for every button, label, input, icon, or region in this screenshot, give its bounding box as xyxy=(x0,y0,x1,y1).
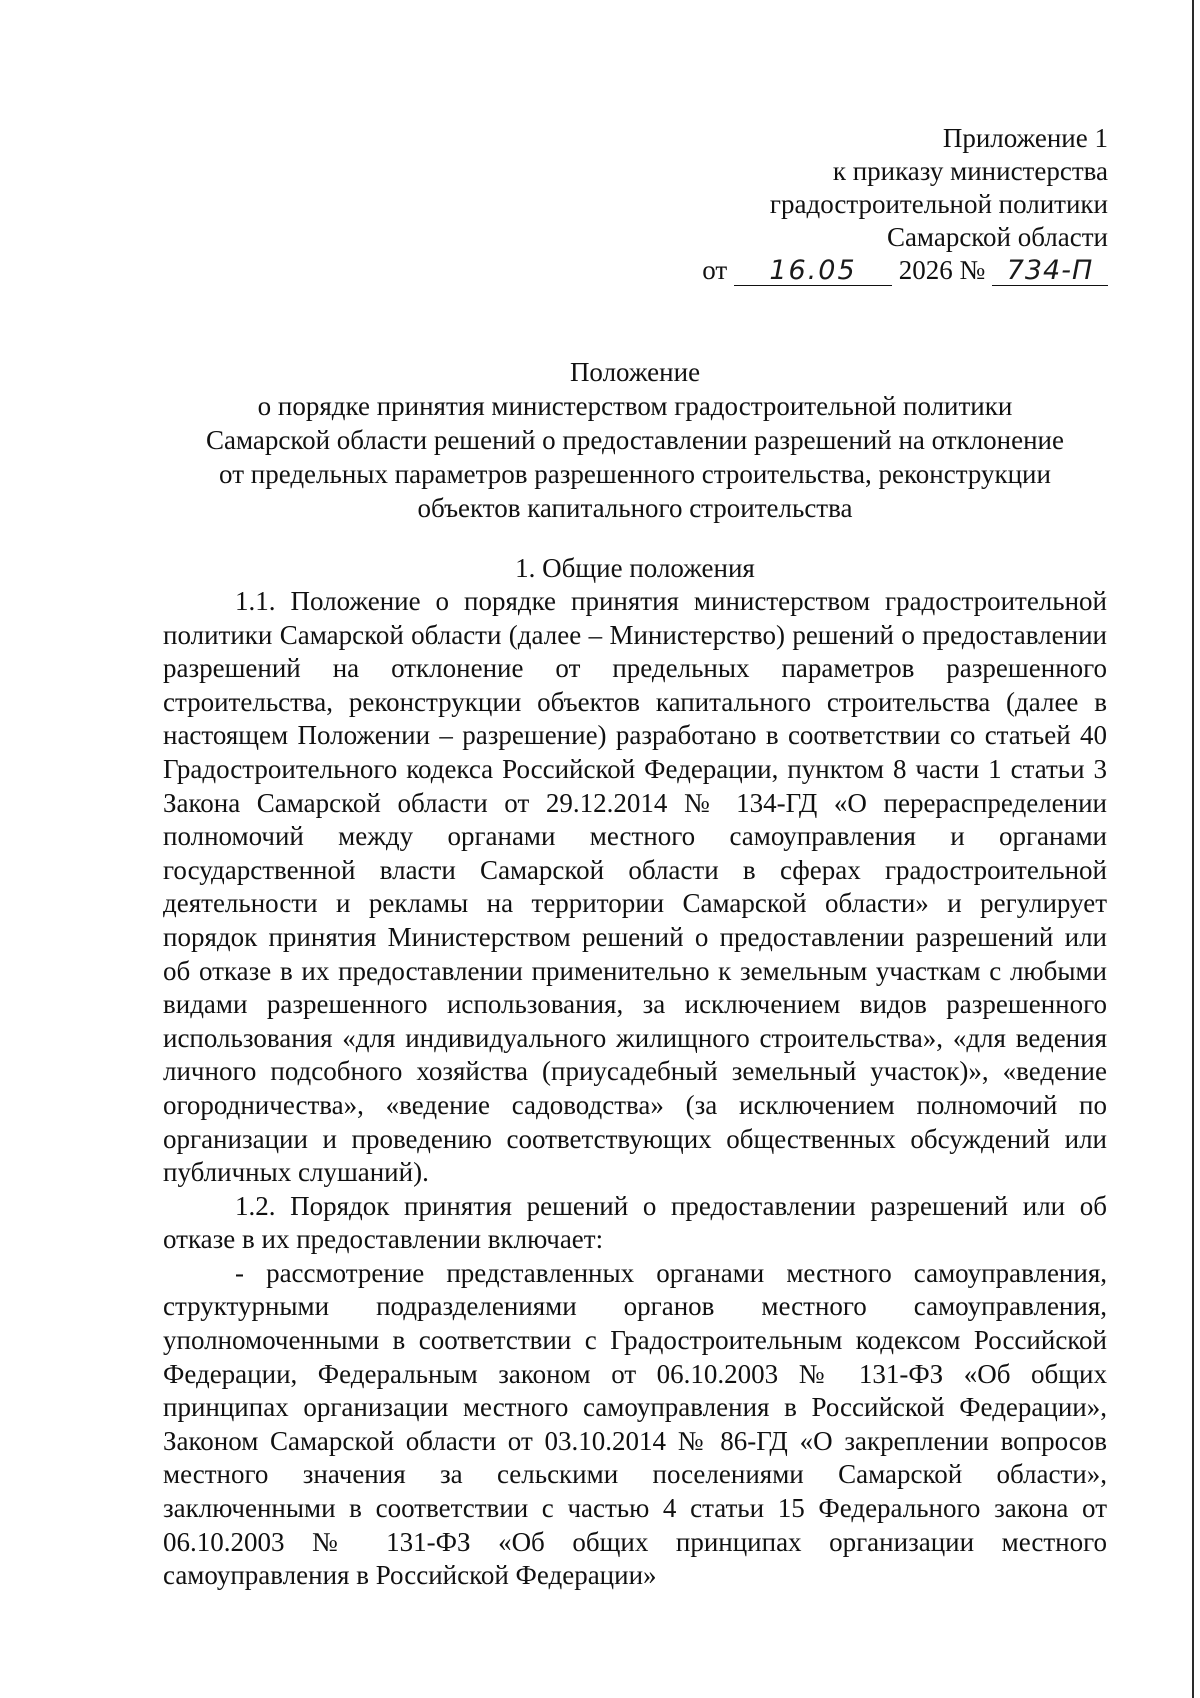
title-line-5: объектов капитального строительства xyxy=(417,493,853,523)
handwritten-date: 16.05 xyxy=(734,257,892,286)
document-title xyxy=(160,355,1110,525)
handwritten-order-number: 734-П xyxy=(992,257,1108,286)
appendix-line-4: Самарской области xyxy=(886,222,1108,252)
paragraph-1-2: 1.2. Порядок принятия решений о предоставлении разрешений или об отказе в их предоставлении включает: xyxy=(163,1190,1107,1255)
appendix-line-3: градостроительной политики xyxy=(769,189,1108,219)
date-prefix: от xyxy=(702,255,728,285)
title-line-3: Самарской области решений о предоставлении разрешений на отклонение xyxy=(206,425,1064,455)
appendix-block xyxy=(702,122,1108,287)
section-heading: 1. Общие положения xyxy=(515,553,755,583)
title-line-4: от предельных параметров разрешенного строительства, реконструкции xyxy=(219,459,1051,489)
page-edge-line xyxy=(1192,0,1194,1698)
appendix-line-1: Приложение 1 xyxy=(942,123,1108,153)
paragraph-1-2-item: - рассмотрение представленных органами местного самоуправления, структурными подразделениями органов местного самоуправления, уполномоченными в соответствии с Градостроительным кодексом Российской Федерации, Федеральным законом от 06.10.2003 № 131-ФЗ «Об общих принципах организации местного самоуправления в Российской Федерации», Законом Самарской области от 03.10.2014 № 86-ГД «О закреплении вопросов местного значения за сельскими поселениями Самарской области», заключенными в соответствии с частью 4 статьи 15 Федерального закона от 06.10.2003 № 131-ФЗ «Об общих принципах организации местного самоуправления в Российской Федерации» xyxy=(163,1257,1107,1591)
title-line-2: о порядке принятия министерством градостроительной политики xyxy=(257,391,1013,421)
section-body xyxy=(163,585,1107,1593)
appendix-line-2: к приказу министерства xyxy=(832,156,1108,186)
appendix-date-line xyxy=(702,254,1108,287)
paragraph-1-1: 1.1. Положение о порядке принятия министерством градостроительной политики Самарской области (далее – Министерство) решений о предоставлении разрешений на отклонение от предельных параметров разрешенного строительства, реконструкции объектов капитального строительства (далее в настоящем Положении – разрешение) разработано в соответствии со статьей 40 Градостроительного кодекса Российской Федерации, пунктом 8 части 1 статьи 3 Закона Самарской области от 29.12.2014 № 134-ГД «О перераспределении полномочий между органами местного самоуправления и органами государственной власти Самарской области в сферах градостроительной деятельности и рекламы на территории Самарской области» и регулирует порядок принятия Министерством решений о предоставлении разрешений или об отказе в их предоставлении применительно к земельным участкам с любыми видами разрешенного использования, за исключением видов разрешенного использования «для индивидуального жилищного строительства», «для ведения личного подсобного хозяйства (приусадебный земельный участок)», «ведение огородничества», «ведение садоводства» (за исключением полномочий по организации и проведению соответствующих общественных обсуждений или публичных слушаний). xyxy=(163,586,1107,1188)
title-line-1: Положение xyxy=(569,357,701,387)
year-number-label: 2026 № xyxy=(898,255,986,285)
